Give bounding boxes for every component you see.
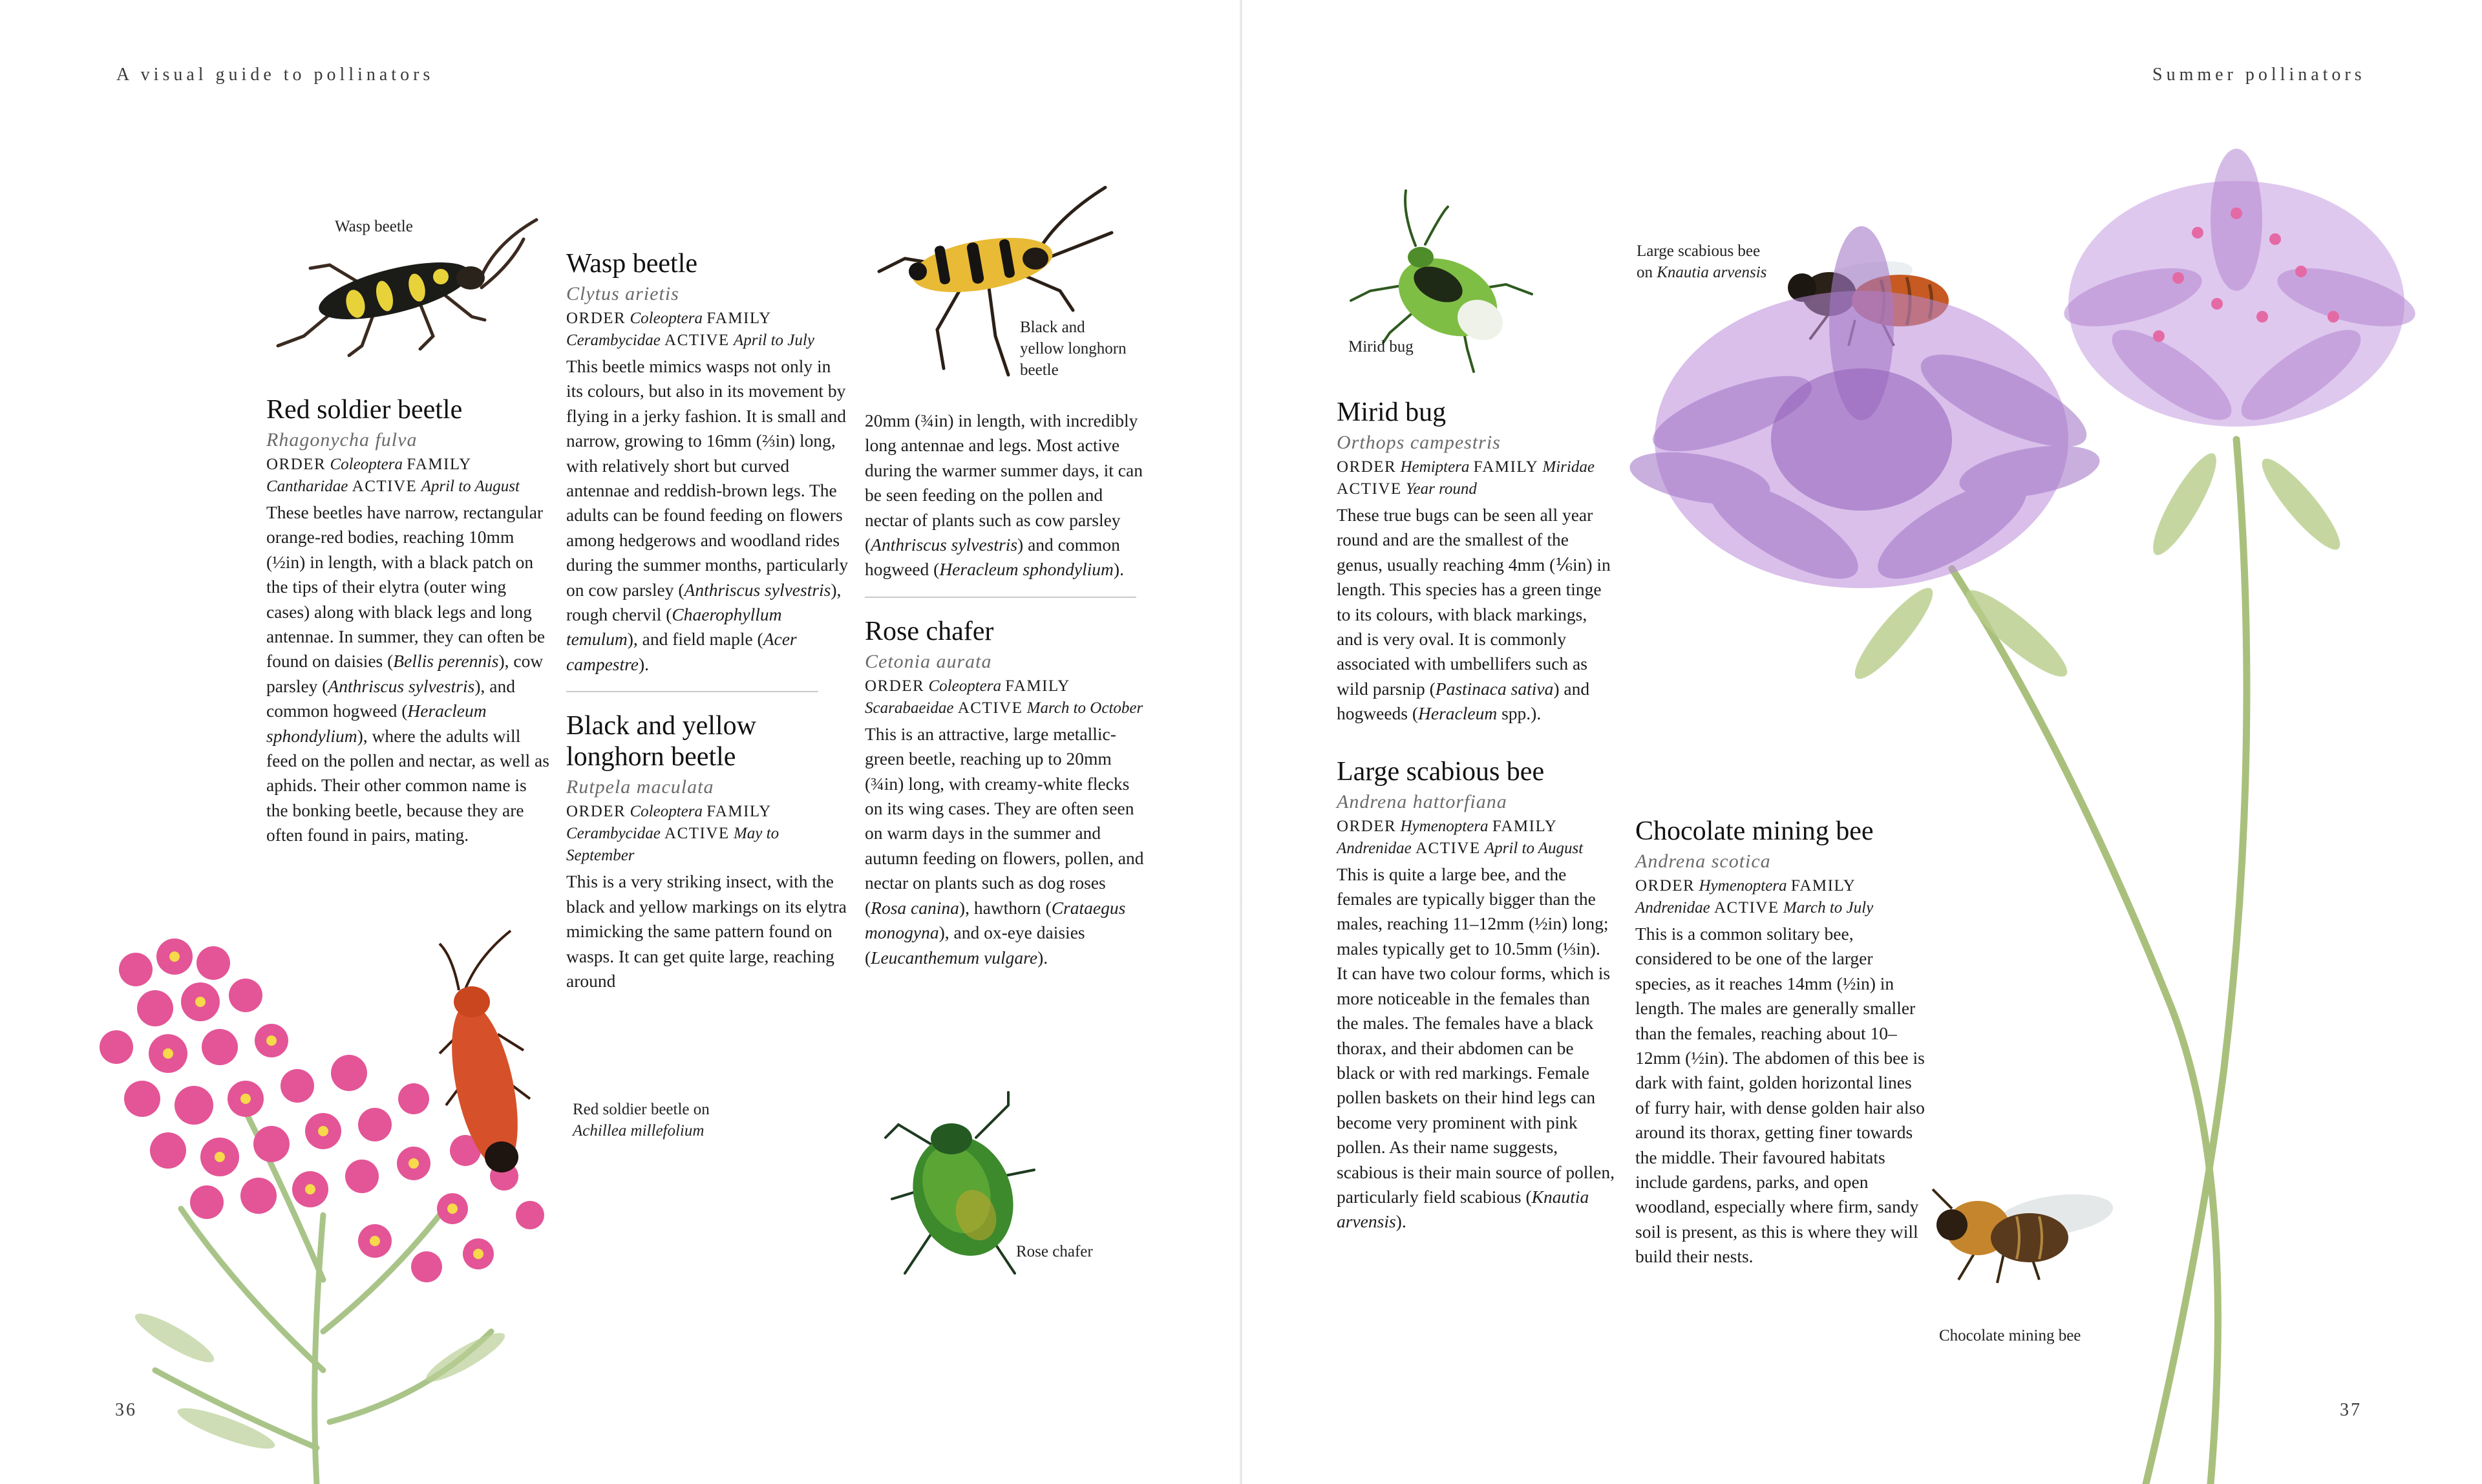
taxonomy-line: ORDER Hymenoptera FAMILY Andrenidae ACTIVE April to August	[1337, 817, 1584, 857]
entry-title: Large scabious bee	[1337, 756, 1545, 787]
yarrow-illustration	[78, 918, 614, 1484]
caption-black-yellow-longhorn: Black and yellow longhorn beetle	[1020, 319, 1127, 379]
entry-black-yellow-longhorn-continued	[865, 408, 1149, 970]
scientific-name: Cetonia aurata	[865, 650, 992, 672]
divider-rule	[865, 597, 1136, 598]
entry-title: Chocolate mining bee	[1635, 816, 1874, 846]
taxonomy-line: ORDER Coleoptera FAMILY Cantharidae ACTIVE April to August	[266, 456, 520, 495]
entry-body-continued: 20mm (¾in) in length, with incredibly long antennae and legs. Most active during the warmer summer days, it can be seen feeding on the pollen and nectar of plants such as cow parsley (Anthriscus sylvestris) and common hogweed (Heracleum sphondylium).	[865, 410, 1143, 580]
scientific-name: Rhagonycha fulva	[266, 429, 418, 450]
right-running-head: Summer pollinators	[2152, 65, 2366, 85]
entry-body: This is quite a large bee, and the females are typically bigger than the males, reaching 11–12mm (½in) long; males typically get to 10.5mm (⅓in). It can have two colour forms, which is more noticeable in the females than the males. The females have a black thorax, and their abdomen can be black or with red markings. Female pollen baskets on their hind legs can become very prominent with pink pollen. As their name suggests, scabious is their main source of pollen, particularly field scabious (Knautia arvensis).	[1337, 864, 1615, 1232]
caption-red-soldier-beetle: Red soldier beetle on Achillea millefolium	[573, 1101, 710, 1140]
divider-rule	[566, 691, 818, 692]
entry-chocolate-mining-bee	[1635, 816, 1926, 1269]
taxonomy-line: ORDER Coleoptera FAMILY Scarabaeidae ACTIVE March to October	[865, 677, 1143, 717]
entry-body: These true bugs can be seen all year round and are the smallest of the genus, usually reaching 4mm (⅙in) in length. This species has a green tinge to its colours, with black markings, and is very oval. It is commonly associated with umbellifers such as wild parsnip (Pastinaca sativa) and hogweeds (Heracleum spp.).	[1337, 505, 1611, 724]
right-page-number: 37	[2340, 1400, 2362, 1420]
caption-chocolate-mining-bee: Chocolate mining bee	[1939, 1327, 2081, 1344]
scientific-name: Andrena hattorfiana	[1337, 790, 1507, 812]
entry-wasp-beetle	[566, 248, 851, 993]
left-running-head: A visual guide to pollinators	[116, 65, 434, 85]
entry-red-soldier-beetle	[266, 394, 551, 848]
entry-black-yellow-longhorn	[566, 710, 851, 993]
entry-title: Black and yellow longhorn beetle	[566, 711, 756, 772]
caption-wasp-beetle: Wasp beetle	[335, 218, 413, 235]
scientific-name: Rutpela maculata	[566, 776, 714, 798]
caption-mirid-bug: Mirid bug	[1348, 338, 1414, 355]
entry-rose-chafer	[865, 616, 1149, 970]
entry-body: This is an attractive, large metallic-green beetle, reaching up to 20mm (¾in) long, with creamy-white flecks on its wing cases. They are often seen on warm days in the summer and autumn feeding on flowers, pollen, and nectar on plants such as dog roses (Rosa canina), hawthorn (Crataegus monogyna), and ox-eye daisies (Leucanthemum vulgare).	[865, 723, 1144, 968]
entry-title: Red soldier beetle	[266, 395, 463, 425]
entry-title: Mirid bug	[1337, 398, 1447, 427]
scientific-name: Andrena scotica	[1635, 851, 1771, 872]
entry-body: This is a common solitary bee, considered to be one of the larger species, as it reaches 14mm (½in) in length. The males are generally smaller than the females, reaching about 10–12mm (½in). The abdomen of this bee is dark with faint, golden horizontal lines of furry hair, with dense golden hair also around its thorax, getting finer towards the middle. Their favoured habitats include gardens, parks, and open woodland, especially where firm, sandy soil is present, as this is where they will build their nests.	[1635, 924, 1925, 1267]
entry-large-scabious-bee	[1337, 756, 1615, 1235]
taxonomy-line: ORDER Coleoptera FAMILY Cerambycidae ACTIVE April to July	[566, 310, 814, 349]
entry-body: This is a very striking insect, with the black and yellow markings on its elytra mimicking the same pattern found on wasps. It can get quite large, reaching around	[566, 871, 847, 991]
scientific-name: Orthops campestris	[1337, 432, 1501, 453]
entry-mirid-bug	[1337, 397, 1615, 1235]
taxonomy-line: ORDER Coleoptera FAMILY Cerambycidae ACTIVE May to September	[566, 803, 780, 865]
caption-large-scabious-bee: Large scabious bee on Knautia arvensis	[1637, 242, 1767, 281]
taxonomy-line: ORDER Hemiptera FAMILY Miridae ACTIVE Year round	[1337, 458, 1595, 498]
entry-title: Wasp beetle	[566, 249, 698, 279]
caption-rose-chafer: Rose chafer	[1016, 1243, 1093, 1260]
entry-body: This beetle mimics wasps not only in its colours, but also in its movement by flying in a jerky fashion. It is small and narrow, growing to 16mm (⅔in) long, with relatively short but curved antennae and reddish-brown legs. The adults can be found feeding on flowers among hedgerows and woodland rides during the summer months, particularly on cow parsley (Anthriscus sylvestris), rough chervil (Chaerophyllum temulum), and field maple (Acer campestre).	[566, 356, 849, 674]
left-page-number: 36	[115, 1400, 137, 1420]
taxonomy-line: ORDER Hymenoptera FAMILY Andrenidae ACTIVE March to July	[1635, 877, 1874, 917]
entry-title: Rose chafer	[865, 616, 994, 646]
entry-body: These beetles have narrow, rectangular orange-red bodies, reaching 10mm (½in) in length, with a black patch on the tips of their elytra (outer wing cases) along with black legs and long antennae. In summer, they can often be found on daisies (Bellis perennis), cow parsley (Anthriscus sylvestris), and common hogweed (Heracleum sphondylium), where the adults will feed on the pollen and nectar, as well as aphids. Their other common name is the bonking beetle, because they are often found in pairs, mating.	[266, 502, 549, 845]
scientific-name: Clytus arietis	[566, 283, 679, 304]
page-spine	[1240, 0, 1242, 1484]
